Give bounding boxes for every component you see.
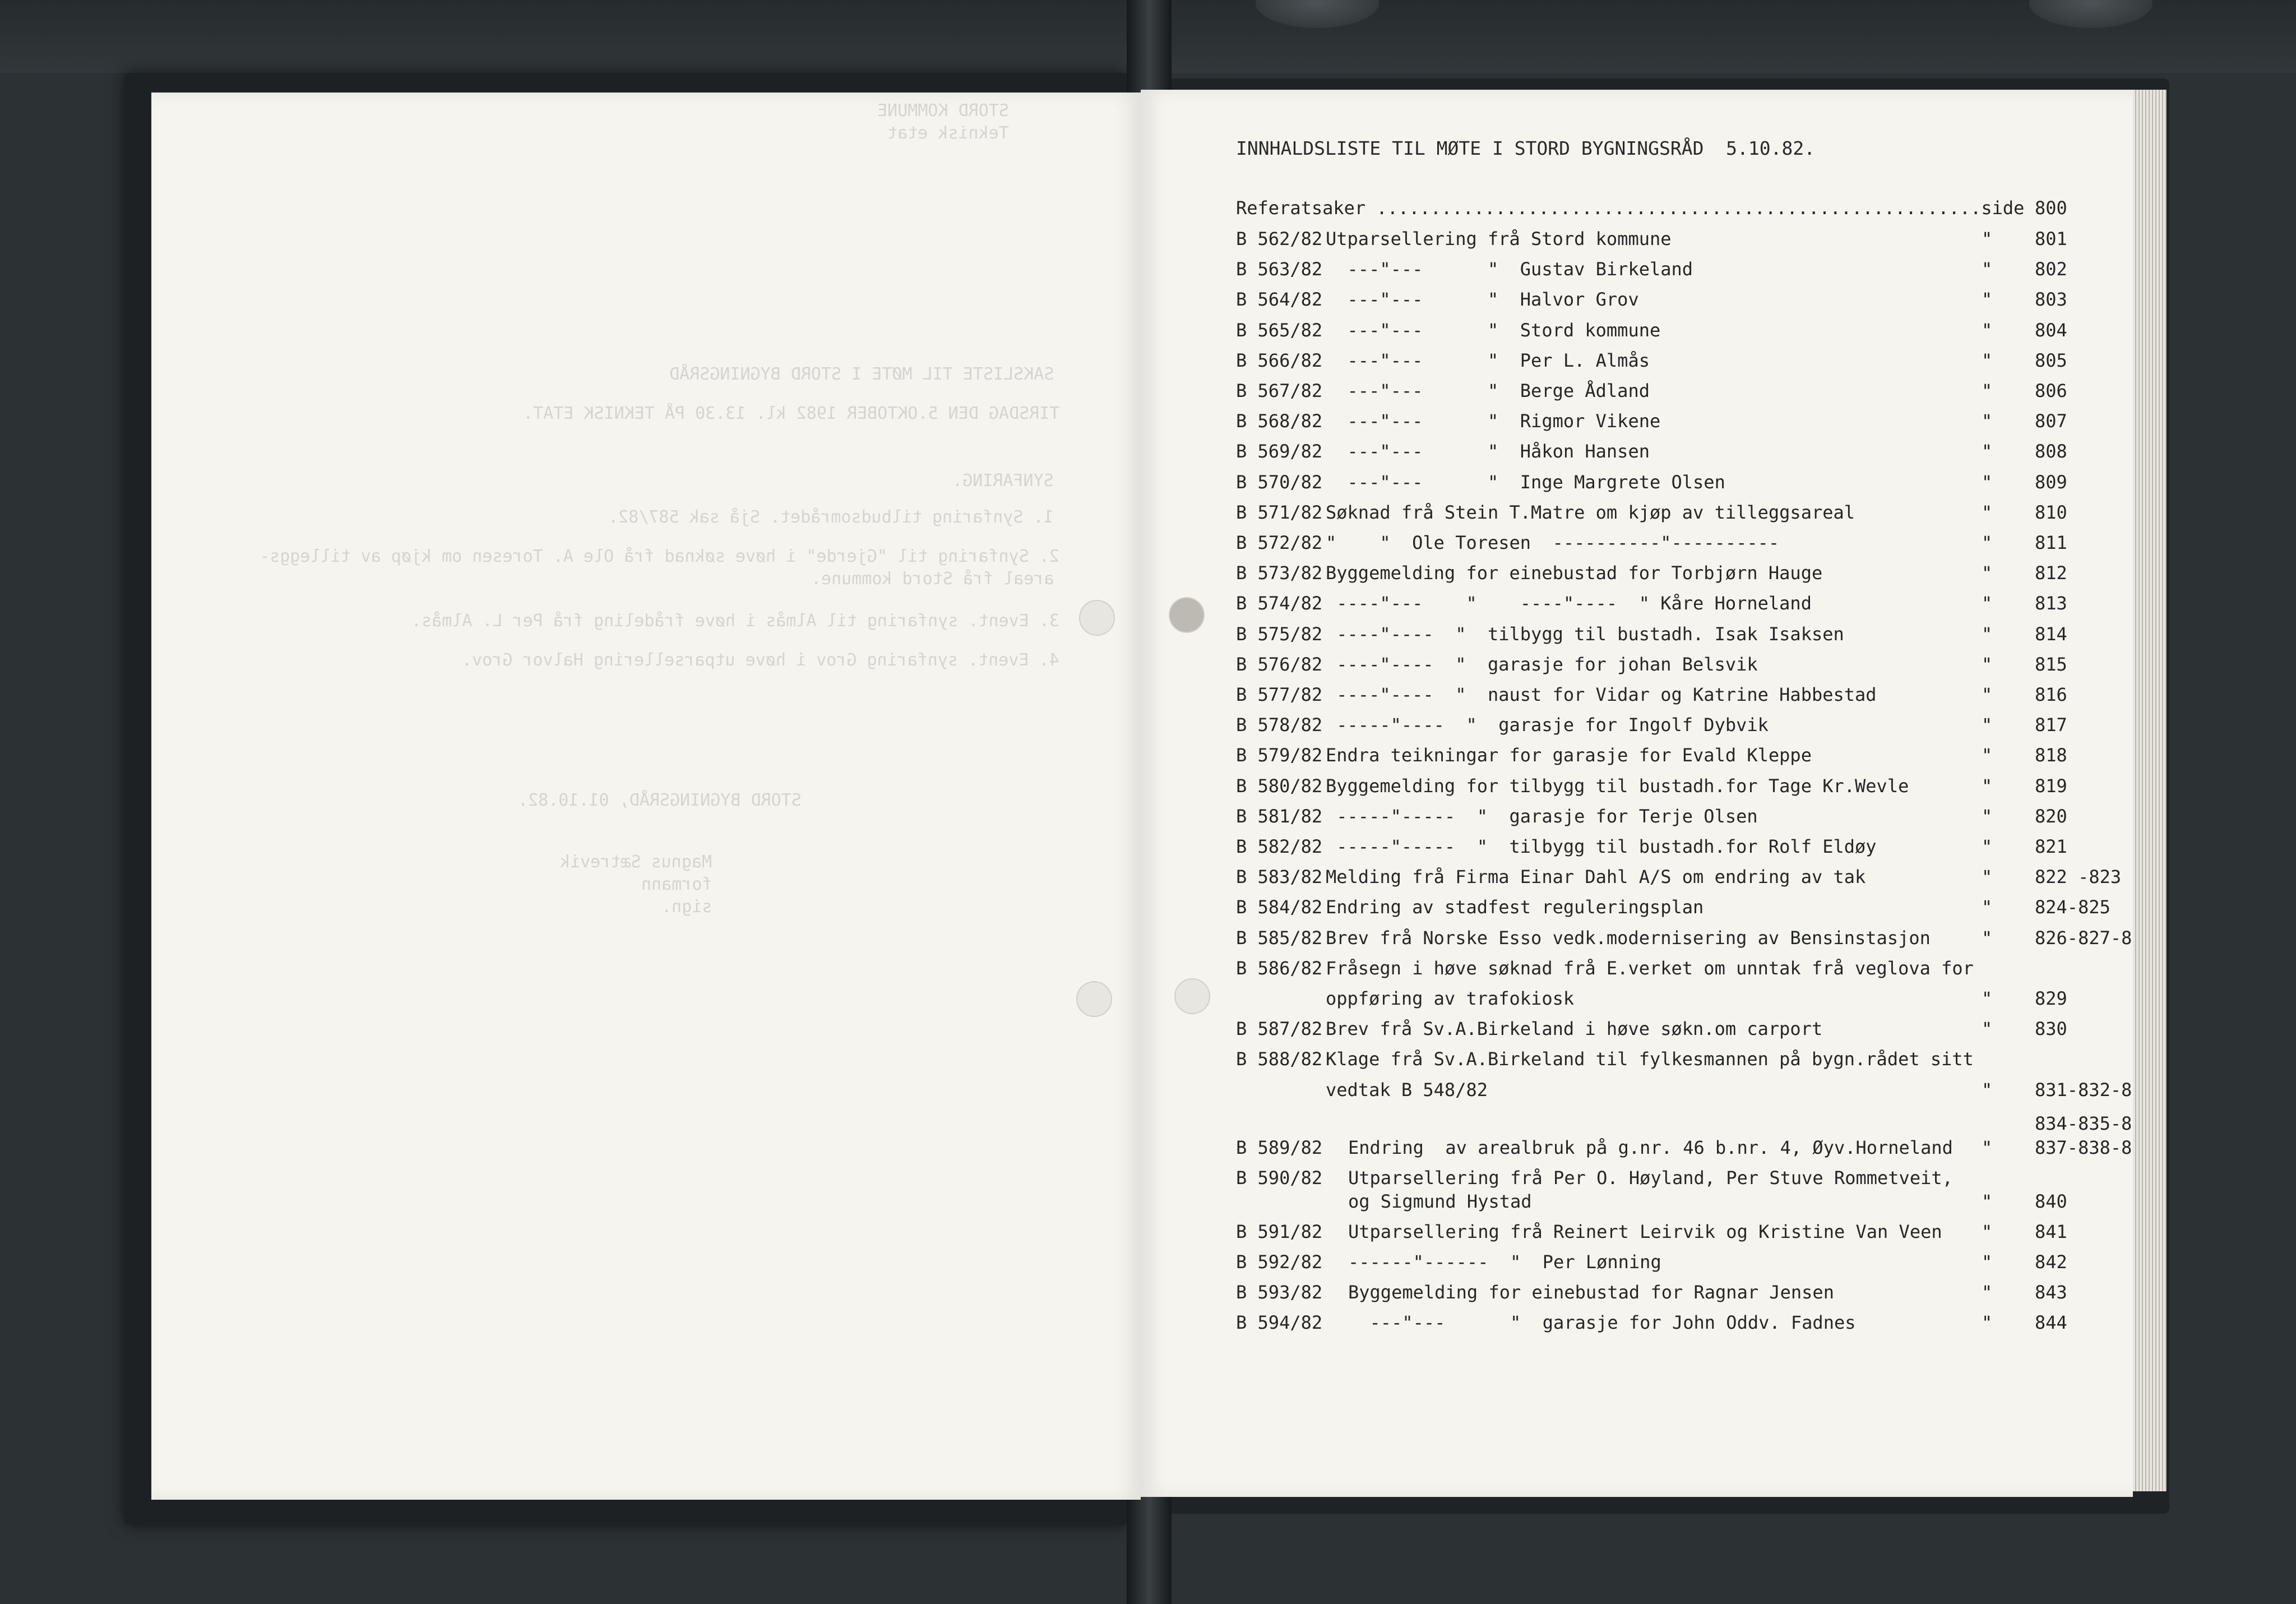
entry-page: 843 xyxy=(2035,1282,2067,1303)
entry-ditto: " xyxy=(1982,805,1993,827)
entry-row xyxy=(1236,654,2127,682)
entry-number: B 593/82 xyxy=(1236,1282,1323,1303)
entry-row xyxy=(1236,988,2127,1016)
entry-description: Melding frå Firma Einar Dahl A/S om endring av tak xyxy=(1326,866,1866,888)
entry-page: 831-832-8 xyxy=(2035,1079,2132,1101)
entry-ditto: " xyxy=(1982,228,1993,249)
entry-description: Brev frå Sv.A.Birkeland i høve søkn.om carport xyxy=(1326,1018,1823,1040)
entry-page: 837-838-8 xyxy=(2035,1137,2132,1158)
entry-number: B 591/82 xyxy=(1236,1221,1323,1242)
entry-page: 817 xyxy=(2035,714,2067,736)
entry-page: 809 xyxy=(2035,471,2067,493)
entry-description: vedtak B 548/82 xyxy=(1326,1079,1488,1101)
ghost-line: areal frå Stord kommune. xyxy=(811,569,1054,589)
entry-page: 806 xyxy=(2035,380,2067,401)
entry-ditto: " xyxy=(1982,866,1993,888)
ghost-line: SYNFARING. xyxy=(952,471,1054,491)
entry-ditto: " xyxy=(1982,1312,1993,1333)
entry-number: B 589/82 xyxy=(1236,1137,1323,1158)
entry-number: B 567/82 xyxy=(1236,380,1323,401)
entry-row xyxy=(1236,836,2127,864)
entry-ditto: " xyxy=(1982,1251,1993,1273)
entry-ditto: " xyxy=(1982,1137,1993,1158)
entry-number: B 564/82 xyxy=(1236,289,1323,311)
entry-page: 810 xyxy=(2035,501,2067,523)
entry-ditto: " xyxy=(1982,988,1993,1009)
entry-row xyxy=(1236,1018,2127,1046)
page-stack-edges xyxy=(2133,90,2167,1491)
entry-row xyxy=(1236,958,2127,986)
entry-description: Endra teikningar for garasje for Evald Kleppe xyxy=(1326,745,1812,766)
entry-description: ----"---- " tilbygg til bustadh. Isak Isaksen xyxy=(1326,623,1844,645)
ghost-line: 1. Synfaring tilbudsområdet. Sjå sak 587/82. xyxy=(608,507,1054,527)
entry-ditto: " xyxy=(1982,623,1993,645)
entry-description: ---"--- " Håkon Hansen xyxy=(1326,441,1650,463)
entry-ditto: " xyxy=(1982,441,1993,463)
entry-page: 844 xyxy=(2035,1312,2067,1333)
entry-page: 841 xyxy=(2035,1221,2067,1242)
entry-ditto: " xyxy=(1982,593,1993,614)
entry-number: B 588/82 xyxy=(1236,1048,1323,1070)
entry-description: Utparsellering frå Per O. Høyland, Per Stuve Rommetveit, xyxy=(1348,1167,1953,1189)
entry-page: 821 xyxy=(2035,836,2067,857)
entry-ditto: " xyxy=(1982,349,1993,371)
entry-page: 818 xyxy=(2035,745,2067,766)
entry-number: B 585/82 xyxy=(1236,927,1323,949)
entry-description: Byggemelding for tilbygg til bustadh.for Tage Kr.Wevle xyxy=(1326,775,1909,797)
entry-row xyxy=(1236,714,2127,742)
entry-row xyxy=(1236,1312,2127,1340)
entry-number: B 592/82 xyxy=(1236,1251,1323,1273)
entry-number: B 562/82 xyxy=(1236,228,1323,249)
entry-ditto: " xyxy=(1982,714,1993,736)
entry-ditto: " xyxy=(1982,653,1993,675)
entry-description: og Sigmund Hystad xyxy=(1348,1191,1532,1212)
entry-ditto: " xyxy=(1982,1191,1993,1212)
entry-description: Utparsellering frå Reinert Leirvik og Kristine Van Veen xyxy=(1348,1221,1942,1242)
ghost-line: Teknisk etat xyxy=(887,123,1009,143)
entry-page: 803 xyxy=(2035,289,2067,311)
entry-row xyxy=(1236,1221,2127,1249)
entry-page: 830 xyxy=(2035,1018,2067,1040)
entry-ditto: " xyxy=(1982,532,1993,553)
entry-description: oppføring av trafokiosk xyxy=(1326,988,1575,1009)
ghost-line: SAKSLISTE TIL MØTE I STORD BYGNINGSRÅD xyxy=(669,364,1054,384)
entry-ditto: " xyxy=(1982,1282,1993,1303)
entry-number: B 566/82 xyxy=(1236,349,1323,371)
entry-number: B 569/82 xyxy=(1236,441,1323,463)
entry-page: 804 xyxy=(2035,319,2067,341)
entry-description: ---"--- " Rigmor Vikene xyxy=(1326,410,1661,432)
entry-description: ----"---- " naust for Vidar og Katrine Habbestad xyxy=(1326,684,1877,705)
entry-number: B 575/82 xyxy=(1236,623,1323,645)
entry-row xyxy=(1236,866,2127,894)
entry-row xyxy=(1236,745,2127,773)
referat-row xyxy=(1236,197,2122,225)
entry-number: B 586/82 xyxy=(1236,957,1323,979)
entry-row xyxy=(1236,289,2127,317)
entry-description: ---"--- " Inge Margrete Olsen xyxy=(1326,471,1725,493)
entry-row xyxy=(1236,896,2127,925)
entry-description: ---"--- " Berge Ådland xyxy=(1326,380,1650,401)
entry-page: 812 xyxy=(2035,562,2067,584)
entry-page: 802 xyxy=(2035,258,2067,280)
entry-page: 820 xyxy=(2035,805,2067,827)
entry-ditto: " xyxy=(1982,745,1993,766)
entry-row xyxy=(1236,532,2127,560)
entry-number: B 580/82 xyxy=(1236,775,1323,797)
entry-description: " " Ole Toresen ----------"---------- xyxy=(1326,532,1780,553)
entry-description: Fråsegn i høve søknad frå E.verket om unntak frå veglova for xyxy=(1326,957,1974,979)
entry-number: B 570/82 xyxy=(1236,471,1323,493)
entry-number: B 576/82 xyxy=(1236,653,1323,675)
ghost-line: formann xyxy=(641,875,712,894)
entry-row xyxy=(1236,258,2127,286)
entry-description: ---"--- " Gustav Birkeland xyxy=(1326,258,1693,280)
entry-ditto: " xyxy=(1982,896,1993,918)
entry-page: 801 xyxy=(2035,228,2067,249)
entry-ditto: " xyxy=(1982,410,1993,432)
entry-ditto: " xyxy=(1982,319,1993,341)
entry-ditto: " xyxy=(1982,836,1993,857)
ghost-line: Magnus Sætrevik xyxy=(560,852,712,872)
entry-page: 808 xyxy=(2035,441,2067,463)
entry-row xyxy=(1236,927,2132,955)
entry-number: B 594/82 xyxy=(1236,1312,1323,1333)
entry-number: B 565/82 xyxy=(1236,319,1323,341)
entry-number: B 581/82 xyxy=(1236,805,1323,827)
entry-number: B 574/82 xyxy=(1236,593,1323,614)
entry-description: Byggemelding for einebustad for Ragnar Jensen xyxy=(1348,1282,1834,1303)
entry-row xyxy=(1236,623,2127,651)
entry-row xyxy=(1236,502,2127,530)
entry-ditto: " xyxy=(1982,1221,1993,1242)
entry-number: B 582/82 xyxy=(1236,836,1323,857)
punch-hole-right-upper xyxy=(1169,597,1205,633)
entry-description: Byggemelding for einebustad for Torbjørn Hauge xyxy=(1326,562,1823,584)
entry-number: B 587/82 xyxy=(1236,1018,1323,1040)
entry-number: B 571/82 xyxy=(1236,501,1323,523)
entry-description: ---"--- " Stord kommune xyxy=(1326,319,1661,341)
entry-ditto: " xyxy=(1982,471,1993,493)
continuation-page: 834-835-8 xyxy=(2035,1113,2132,1134)
entry-page: 822 -823 xyxy=(2035,866,2122,888)
ghost-line: TIRSDAG DEN 5.OKTOBER 1982 kl. 13.30 PÅ TEKNISK ETAT. xyxy=(522,404,1059,423)
entry-row xyxy=(1236,1079,2132,1107)
referat-page: 800 xyxy=(2035,197,2067,219)
entry-description: Endring av stadfest reguleringsplan xyxy=(1326,896,1704,918)
entry-row xyxy=(1236,593,2127,621)
punch-hole-left-upper xyxy=(1079,600,1115,636)
entry-page: 814 xyxy=(2035,623,2067,645)
entry-number: B 584/82 xyxy=(1236,896,1323,918)
entry-row xyxy=(1236,1282,2127,1310)
entry-ditto: " xyxy=(1982,1018,1993,1040)
entry-description: ----"---- " garasje for johan Belsvik xyxy=(1326,653,1758,675)
entry-number: B 573/82 xyxy=(1236,562,1323,584)
entry-ditto: " xyxy=(1982,562,1993,584)
entry-description: ---"--- " Halvor Grov xyxy=(1326,289,1639,311)
entry-page: 826-827-8 xyxy=(2035,927,2132,949)
ghost-line: 3. Event. synfaring til Almås i høve frådeling frå Per L. Almås. xyxy=(411,611,1059,631)
entry-number: B 579/82 xyxy=(1236,745,1323,766)
entry-page: 819 xyxy=(2035,775,2067,797)
entry-row xyxy=(1236,410,2127,438)
entry-page: 829 xyxy=(2035,988,2067,1009)
entry-row xyxy=(1236,380,2127,408)
entry-description: ---"--- " Per L. Almås xyxy=(1326,349,1650,371)
entry-description: -----"---- " garasje for Ingolf Dybvik xyxy=(1326,714,1769,736)
entry-ditto: " xyxy=(1982,501,1993,523)
entry-row xyxy=(1236,1048,2127,1076)
entry-page: 813 xyxy=(2035,593,2067,614)
entry-ditto: " xyxy=(1982,684,1993,705)
entry-row xyxy=(1236,441,2127,469)
punch-hole-left-lower xyxy=(1076,981,1112,1017)
entry-page: 840 xyxy=(2035,1191,2067,1212)
entry-row xyxy=(1236,1251,2127,1279)
entry-row xyxy=(1236,1137,2132,1165)
entry-ditto: " xyxy=(1982,289,1993,311)
entry-ditto: " xyxy=(1982,1079,1993,1101)
entry-page: 842 xyxy=(2035,1251,2067,1273)
entry-number: B 578/82 xyxy=(1236,714,1323,736)
ghost-line: STORD BYGNINGSRÅD, 01.10.82. xyxy=(518,791,802,810)
entry-row xyxy=(1236,562,2127,590)
entry-ditto: " xyxy=(1982,380,1993,401)
entry-page: 811 xyxy=(2035,532,2067,553)
ghost-line: sign. xyxy=(661,897,712,917)
entry-row xyxy=(1236,806,2127,834)
entry-ditto: " xyxy=(1982,927,1993,949)
entry-description: -----"----- " tilbygg til bustadh.for Rolf Eldøy xyxy=(1326,836,1877,857)
punch-hole-right-lower xyxy=(1174,978,1210,1014)
entry-row xyxy=(1236,228,2127,256)
entry-page: 807 xyxy=(2035,410,2067,432)
entry-ditto: " xyxy=(1982,258,1993,280)
entry-number: B 568/82 xyxy=(1236,410,1323,432)
entry-row xyxy=(1236,350,2127,378)
entry-row xyxy=(1236,472,2127,500)
ghost-line: 2. Synfaring til "Gjerde" i høve søknad frå Ole A. Toresen om kjøp av tilleggs- xyxy=(260,547,1059,566)
entry-row xyxy=(1236,1191,2127,1219)
entry-description: ------"------ " Per Lønning xyxy=(1348,1251,1661,1273)
document-title: INNHALDSLISTE TIL MØTE I STORD BYGNINGSRÅD 5.10.82. xyxy=(1236,137,1816,159)
entry-row xyxy=(1236,684,2127,712)
referat-label: Referatsaker ........................................................side xyxy=(1236,197,2025,219)
ghost-line: STORD KOMMUNE xyxy=(877,101,1009,121)
entry-description: Klage frå Sv.A.Birkeland til fylkesmannen på bygn.rådet sitt xyxy=(1326,1048,1974,1070)
entry-page: 816 xyxy=(2035,684,2067,705)
entry-description: -----"----- " garasje for Terje Olsen xyxy=(1326,805,1758,827)
entry-row xyxy=(1236,320,2127,348)
entry-number: B 577/82 xyxy=(1236,684,1323,705)
entry-number: B 583/82 xyxy=(1236,866,1323,888)
entry-page: 824-825 xyxy=(2035,896,2110,918)
entry-row xyxy=(1236,775,2127,803)
entry-page: 805 xyxy=(2035,349,2067,371)
entry-number: B 563/82 xyxy=(1236,258,1323,280)
entry-description: ---"--- " garasje for John Oddv. Fadnes xyxy=(1348,1312,1856,1333)
entry-description: Endring av arealbruk på g.nr. 46 b.nr. 4, Øyv.Horneland xyxy=(1348,1137,1953,1158)
entry-page: 815 xyxy=(2035,653,2067,675)
entry-number: B 572/82 xyxy=(1236,532,1323,553)
entry-description: ----"--- " ----"---- " Kåre Horneland xyxy=(1326,593,1812,614)
entry-description: Brev frå Norske Esso vedk.modernisering av Bensinstasjon xyxy=(1326,927,1931,949)
ghost-line: 4. Event. synfaring Grov i høve utparsellering Halvor Grov. xyxy=(462,650,1059,670)
entry-description: Søknad frå Stein T.Matre om kjøp av tilleggsareal xyxy=(1326,501,1855,523)
entry-ditto: " xyxy=(1982,775,1993,797)
entry-description: Utparsellering frå Stord kommune xyxy=(1326,228,1672,249)
entry-number: B 590/82 xyxy=(1236,1167,1323,1189)
